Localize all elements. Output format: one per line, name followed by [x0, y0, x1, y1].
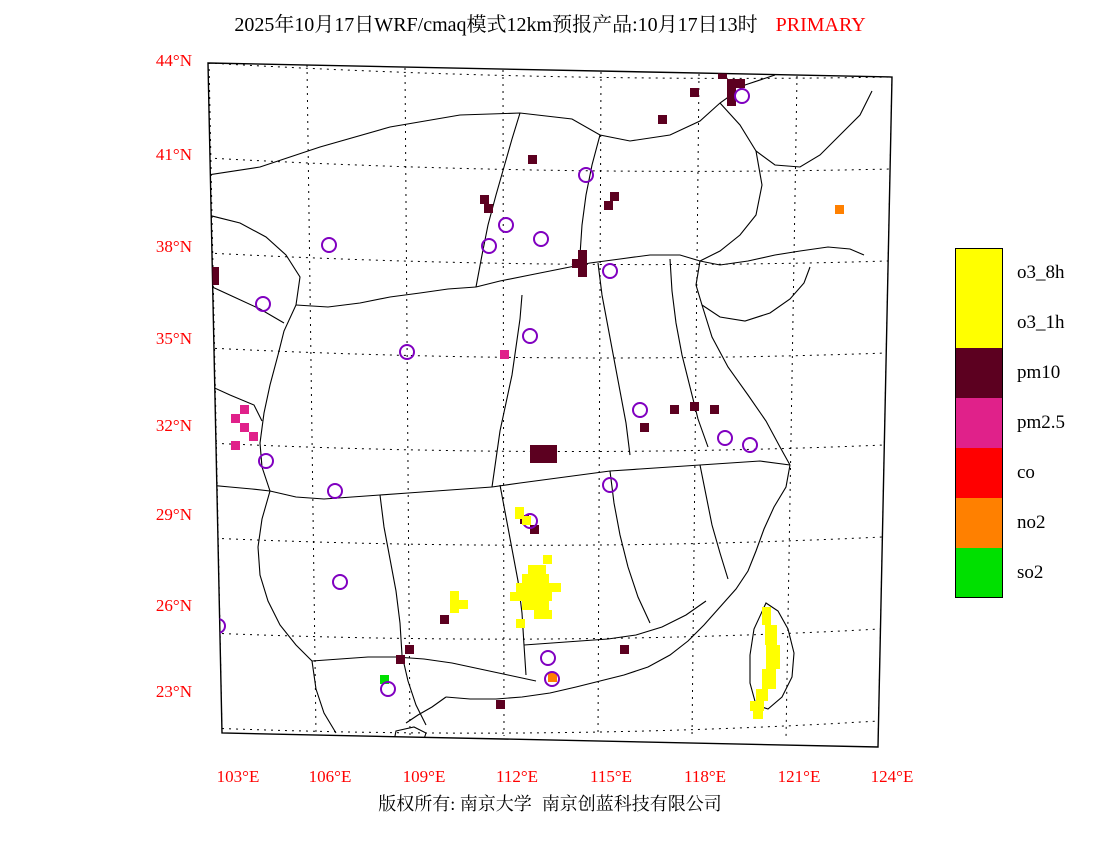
pollutant-cell [440, 615, 449, 624]
pollutant-cell [727, 79, 736, 106]
pollutant-cell [736, 79, 745, 88]
lon-tick-121e: 121°E [777, 767, 821, 786]
pollutant-cell [231, 414, 240, 423]
legend [955, 248, 1095, 598]
legend-label-pm25: pm2.5 [1017, 412, 1066, 433]
pollutant-cell [610, 192, 619, 201]
pollutant-cell [595, 58, 604, 67]
pollutant-cell [620, 645, 629, 654]
pollutant-cell [604, 201, 613, 210]
pollutant-cell [800, 61, 809, 70]
copyright-right: 南京创蓝科技有限公司 [541, 794, 722, 814]
pollutant-cell [670, 405, 679, 414]
lat-tick-32n: 32°N [155, 416, 192, 435]
pollutant-cell [500, 350, 509, 359]
legend-swatch-no2 [955, 498, 1003, 548]
legend-swatch-o3-8h [955, 248, 1003, 298]
legend-item-pm25 [955, 398, 1095, 448]
legend-swatch-so2 [955, 548, 1003, 598]
legend-swatch-pm25 [955, 398, 1003, 448]
legend-item-o3-8h [955, 248, 1095, 298]
legend-swatch-pm10 [955, 348, 1003, 398]
legend-swatch-o3-1h [955, 298, 1003, 348]
pollutant-cell [528, 155, 537, 164]
pollutant-cell [240, 405, 249, 414]
legend-item-pm10 [955, 348, 1095, 398]
map-frame [208, 63, 892, 747]
lon-tick-109e: 109°E [402, 767, 446, 786]
lon-tick-103e: 103°E [216, 767, 260, 786]
primary-label: PRIMARY [775, 14, 866, 36]
legend-item-so2 [955, 548, 1095, 598]
legend-label-co: co [1017, 462, 1035, 483]
copyright-footer [0, 790, 1100, 816]
legend-label-o3-8h: o3_8h [1017, 262, 1065, 283]
lon-tick-115e: 115°E [589, 767, 633, 786]
pollutant-cell [480, 195, 489, 204]
lon-tick-118e: 118°E [683, 767, 727, 786]
pollutant-cell [710, 405, 719, 414]
legend-label-no2: no2 [1017, 512, 1046, 533]
pollutant-cell [210, 267, 219, 285]
pollutant-cell [690, 402, 699, 411]
pollutant-cell [231, 441, 240, 450]
pollutant-cell [690, 88, 699, 97]
pollutant-cell [809, 61, 818, 70]
copyright-left: 版权所有: 南京大学 [378, 794, 532, 814]
legend-label-pm10: pm10 [1017, 362, 1061, 383]
pollutant-cell [835, 205, 844, 214]
pollutant-cell [658, 115, 667, 124]
lat-tick-26n: 26°N [155, 596, 192, 615]
lat-tick-23n: 23°N [155, 682, 192, 701]
pollutant-cell [405, 645, 414, 654]
pollutant-cell [396, 655, 405, 664]
pollutant-cell [640, 423, 649, 432]
legend-item-o3-1h [955, 298, 1095, 348]
pollutant-cell [484, 204, 493, 213]
legend-swatch-co [955, 448, 1003, 498]
pollutant-cell [530, 445, 557, 463]
lat-tick-38n: 38°N [155, 237, 192, 256]
pollutant-cell [727, 61, 736, 70]
lat-tick-29n: 29°N [155, 505, 192, 524]
chart-title-bar [0, 8, 1100, 37]
pollutant-cell [249, 432, 258, 441]
lat-tick-41n: 41°N [155, 145, 192, 164]
lon-tick-106e: 106°E [308, 767, 352, 786]
pollutant-cell [548, 673, 557, 682]
lon-tick-112e: 112°E [495, 767, 539, 786]
legend-label-o3-1h: o3_1h [1017, 312, 1065, 333]
map-canvas [200, 55, 900, 755]
legend-item-co [955, 448, 1095, 498]
forecast-map [155, 51, 914, 786]
pollutant-cell [718, 61, 727, 79]
legend-item-no2 [955, 498, 1095, 548]
page-title: 2025年10月17日WRF/cmaq模式12km预报产品:10月17日13时 [234, 14, 758, 36]
lon-tick-124e: 124°E [870, 767, 914, 786]
lat-tick-35n: 35°N [155, 329, 192, 348]
pollutant-cell [496, 700, 505, 709]
pollutant-cell [572, 259, 581, 268]
lat-tick-44n: 44°N [155, 51, 192, 70]
pollutant-cell [240, 423, 249, 432]
legend-label-so2: so2 [1017, 562, 1044, 583]
